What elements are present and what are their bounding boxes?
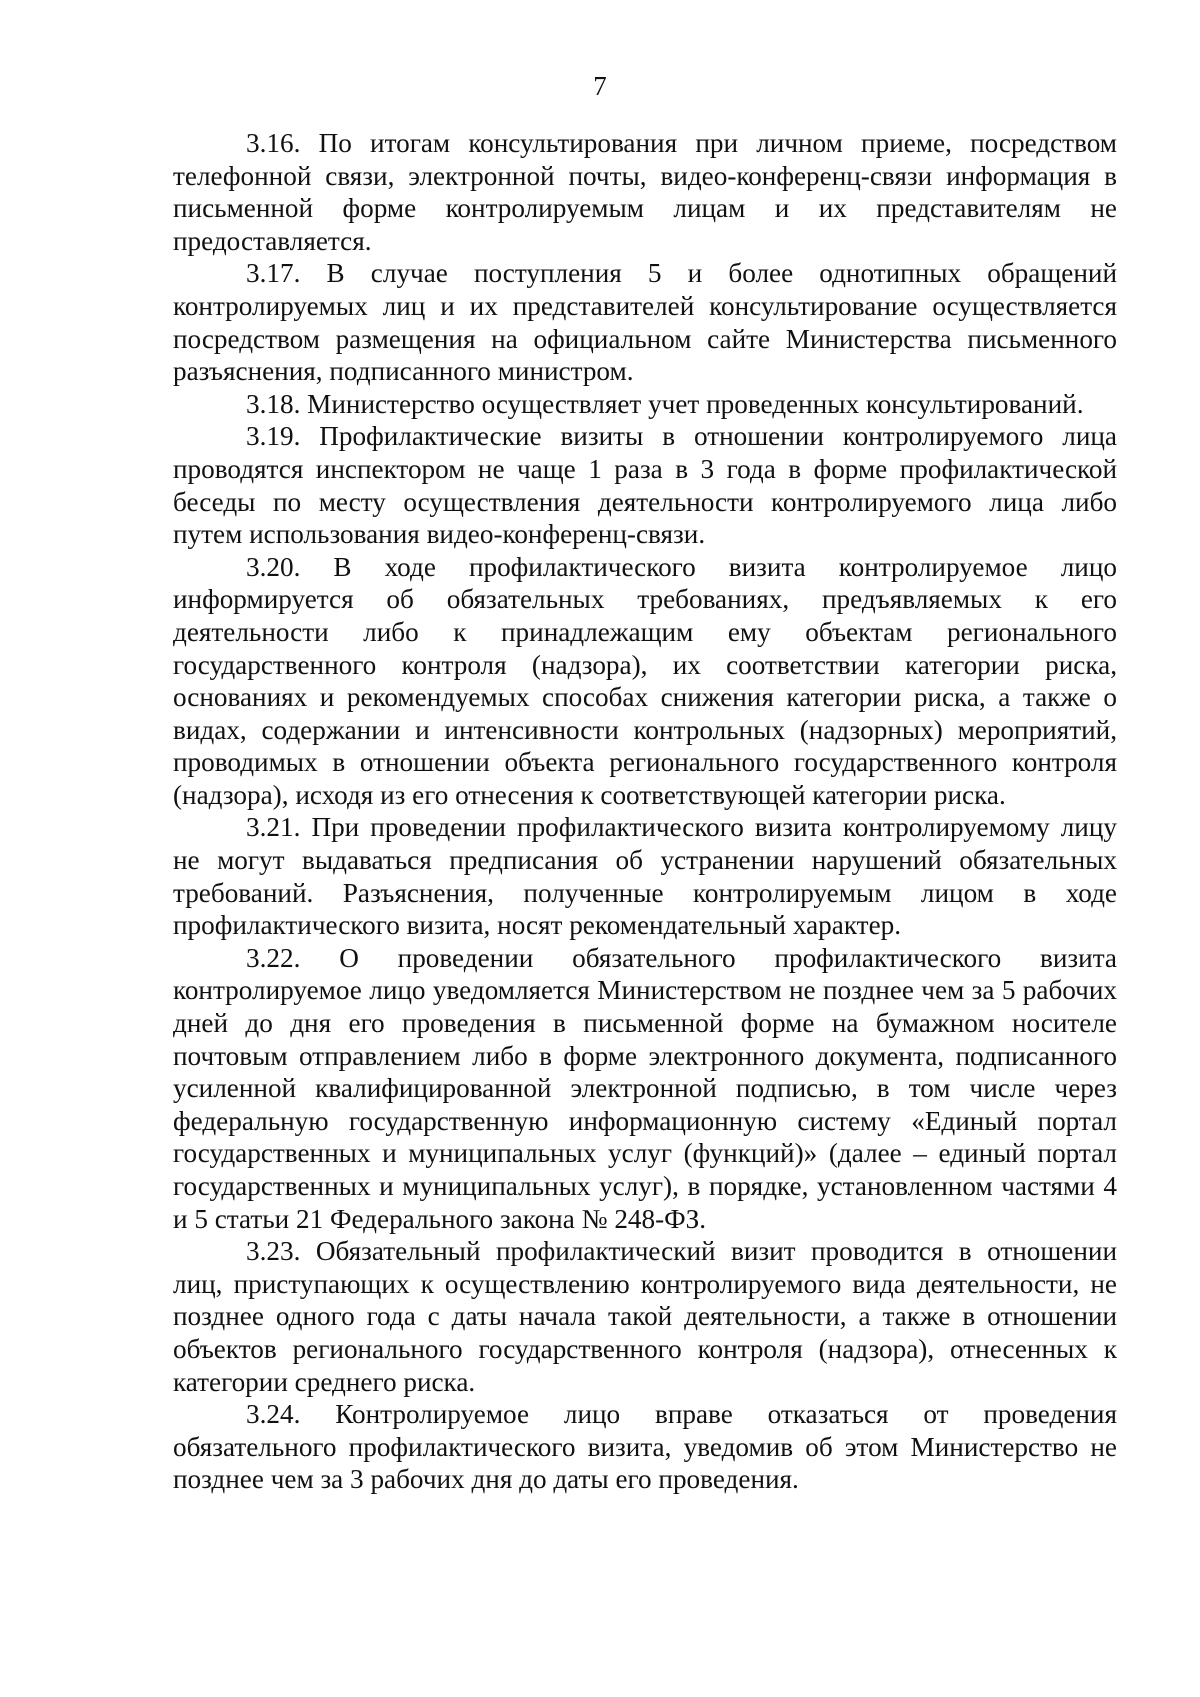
paragraph-3-20: 3.20. В ходе профилактического визита контролируемое лицо информируется об обязательных требованиях, предъявляемых к его деятельности либо к принадлежащим ему объектам регионального государственного контроля (надзора), их соответствии категории риска, основаниях и рекомендуемых способах снижения категории риска, а также о видах, содержании и интенсивности контрольных (надзорных) мероприятий, проводимых в отношении объекта регионального государственного контроля (надзора), исходя из его отнесения к соответствующей категории риска. — [173, 551, 1117, 810]
paragraph-3-22: 3.22. О проведении обязательного профилактического визита контролируемое лицо уведомляется Министерством не позднее чем за 5 рабочих дней до дня его проведения в письменной форме на бумажном носителе почтовым отправлением либо в форме электронного документа, подписанного усиленной квалифицированной электронной подписью, в том числе через федеральную государственную информационную систему «Единый портал государственных и муниципальных услуг (функций)» (далее – единый портал государственных и муниципальных услуг), в порядке, установленном частями 4 и 5 статьи 21 Федерального закона № 248-ФЗ. — [173, 942, 1117, 1234]
paragraph-3-19: 3.19. Профилактические визиты в отношении контролируемого лица проводятся инспектором не чаще 1 раза в 3 года в форме профилактической беседы по месту осуществления деятельности контролируемого лица либо путем использования видео-конференц-связи. — [173, 421, 1117, 550]
page-number: 7 — [593, 71, 607, 101]
paragraph-3-17: 3.17. В случае поступления 5 и более однотипных обращений контролируемых лиц и их представителей консультирование осуществляется посредством размещения на официальном сайте Министерства письменного разъяснения, подписанного министром. — [173, 258, 1117, 387]
paragraph-3-18: 3.18. Министерство осуществляет учет проведенных консультирований. — [246, 388, 1084, 419]
paragraph-3-21: 3.21. При проведении профилактического визита контролируемому лицу не могут выдаваться предписания об устранении нарушений обязательных требований. Разъяснения, полученные контролируемым лицом в ходе профилактического визита, носят рекомендательный характер. — [173, 812, 1117, 941]
document-body — [173, 127, 1117, 1496]
paragraph-3-23: 3.23. Обязательный профилактический визит проводится в отношении лиц, приступающих к осуществлению контролируемого вида деятельности, не позднее одного года с даты начала такой деятельности, а также в отношении объектов регионального государственного контроля (надзора), отнесенных к категории среднего риска. — [173, 1236, 1117, 1397]
paragraph-3-16: 3.16. По итогам консультирования при личном приеме, посредством телефонной связи, электронной почты, видео-конференц-связи информация в письменной форме контролируемым лицам и их представителям не предоставляется. — [173, 128, 1117, 256]
paragraph-3-24: 3.24. Контролируемое лицо вправе отказаться от проведения обязательного профилактического визита, уведомив об этом Министерство не позднее чем за 3 рабочих дня до даты его проведения. — [173, 1399, 1117, 1495]
